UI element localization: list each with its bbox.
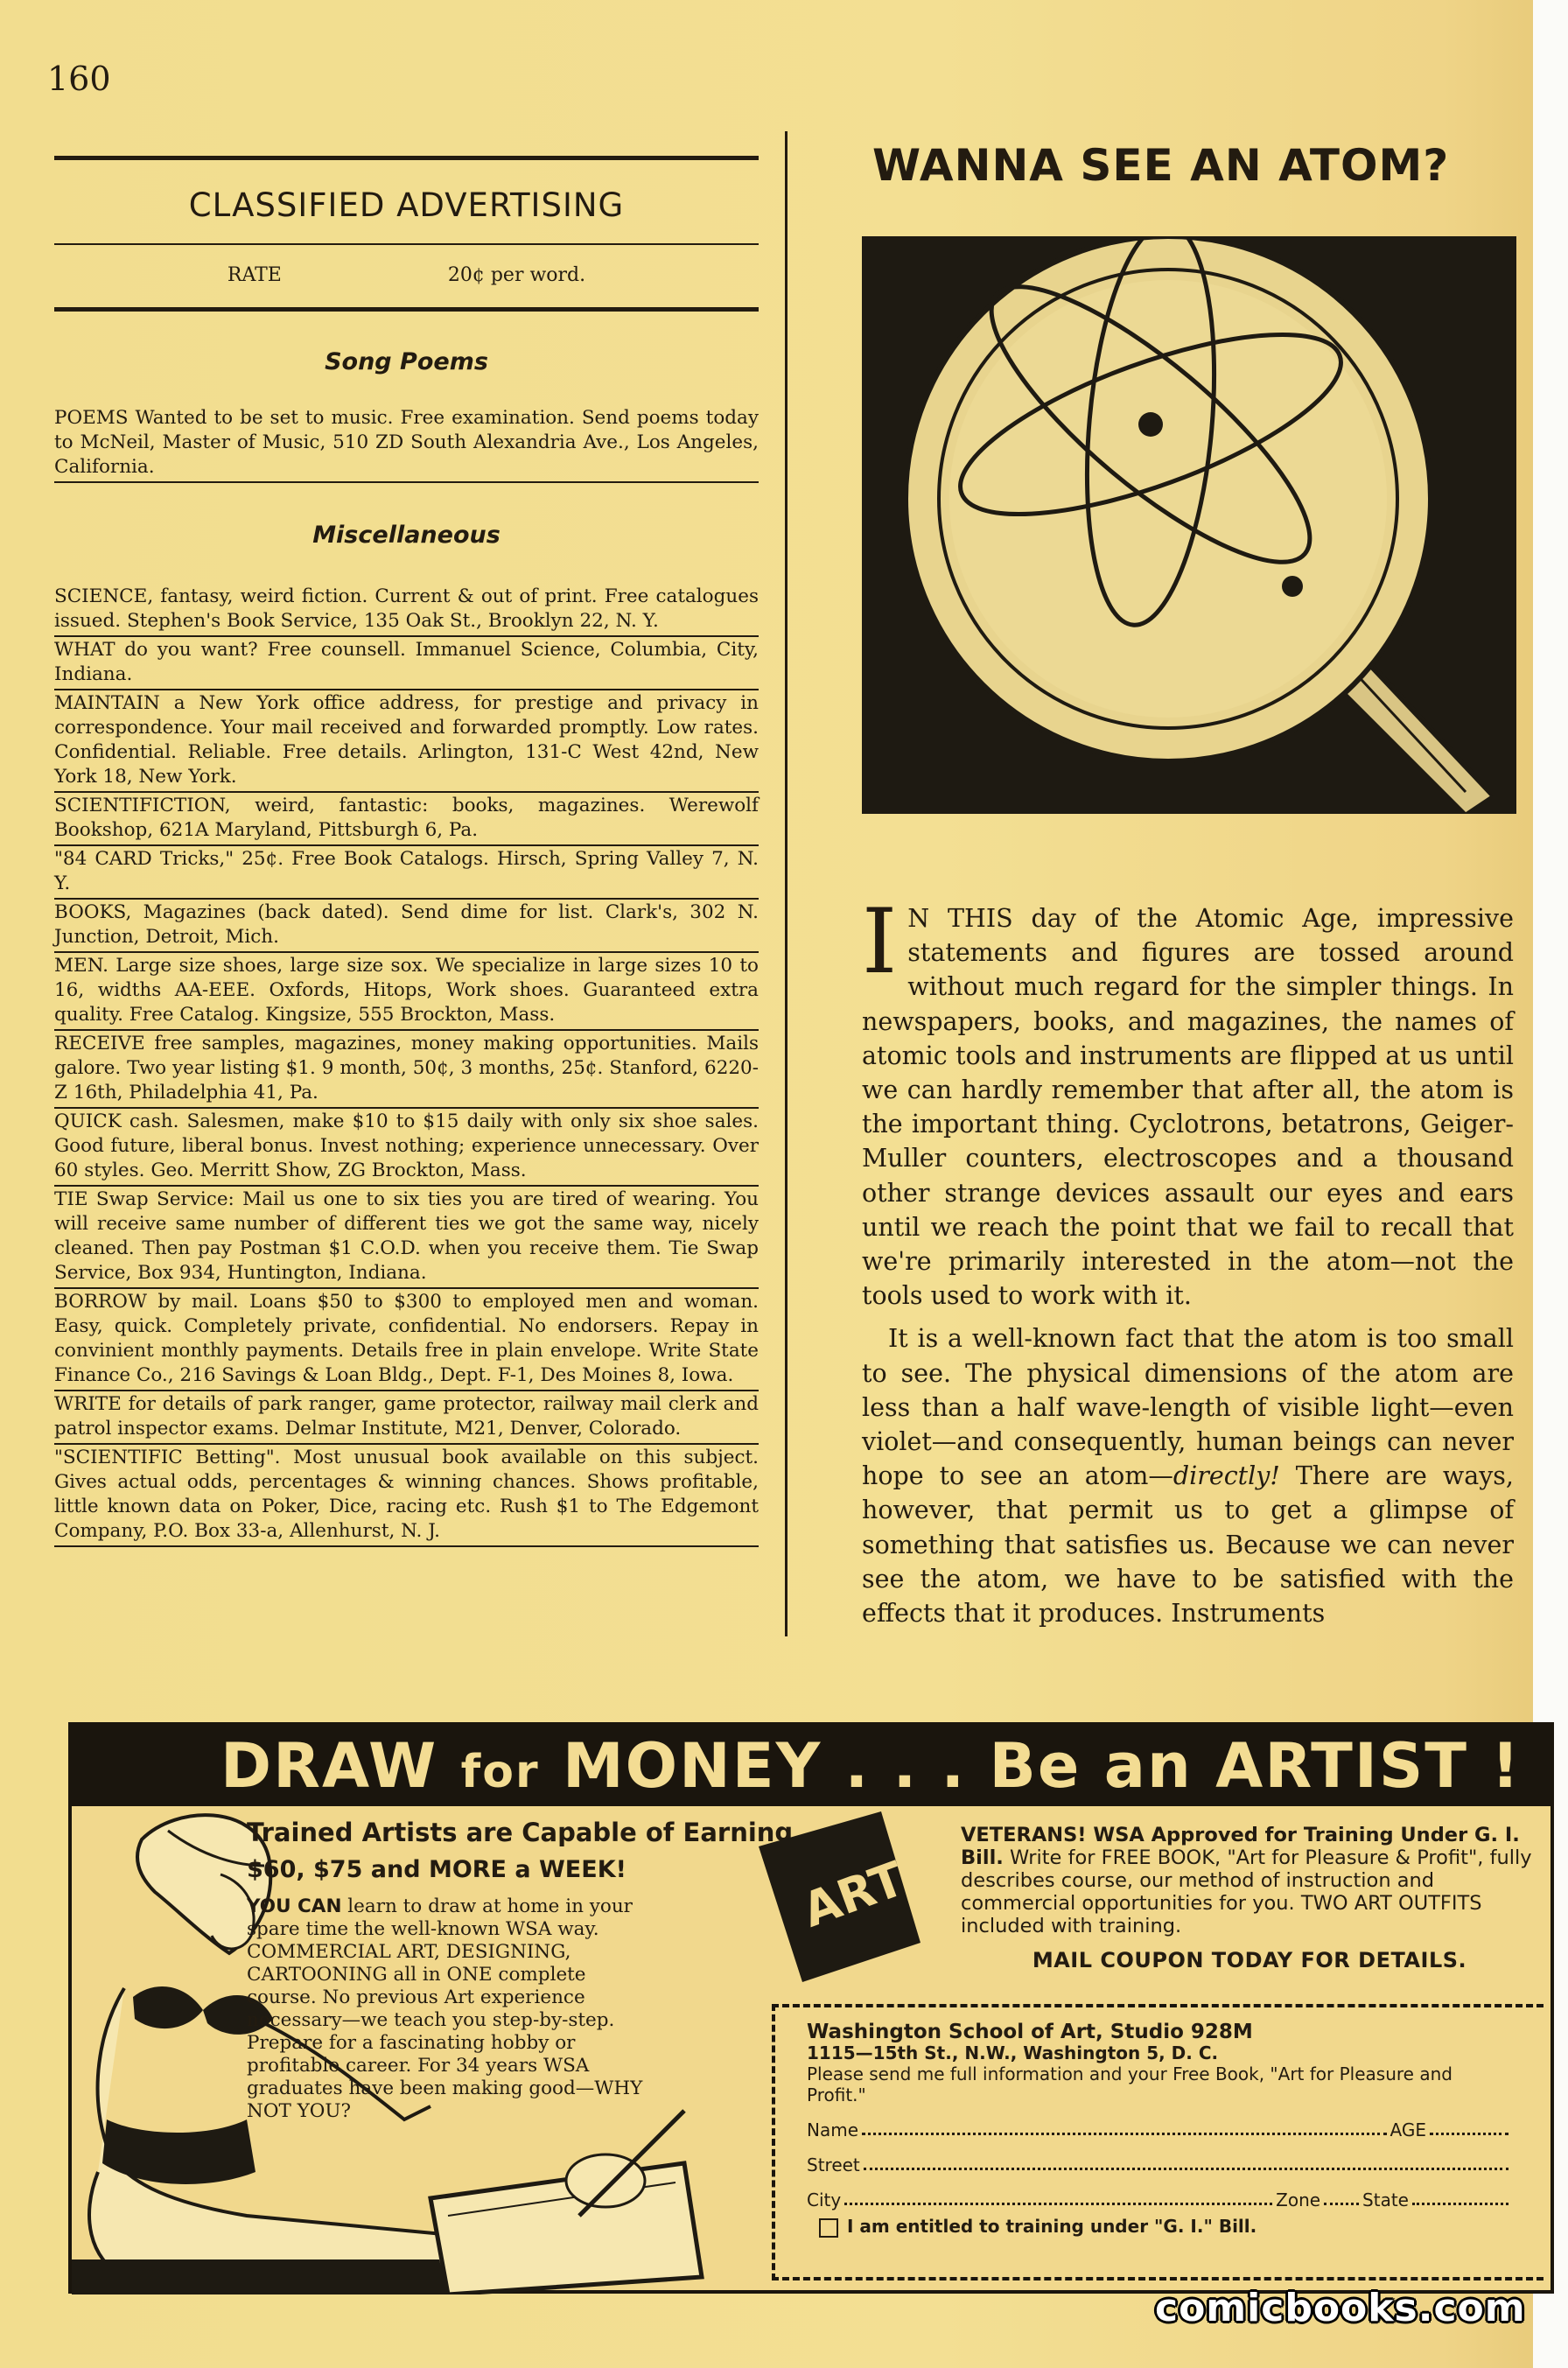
rate-value: 20¢ per word. — [447, 264, 586, 286]
paragraph-2-emphasis: directly! — [1172, 1461, 1280, 1491]
gi-bill-label: I am entitled to training under "G. I." Bill. — [847, 2216, 1257, 2237]
coupon-request: Please send me full information and your Free Book, "Art for Pleasure and Profit." — [807, 2063, 1452, 2105]
banner-word-rest: MONEY . . . Be an ARTIST ! — [563, 1730, 1522, 1802]
ad-banner — [72, 1726, 1550, 1806]
classified-ad: WRITE for details of park ranger, game protector, railway mail clerk and patrol inspector exams. Delmar Institute, M21, Denver, Colorado. — [54, 1391, 759, 1445]
state-field[interactable] — [1412, 2189, 1508, 2205]
coupon-street-row — [807, 2154, 1512, 2175]
veterans-block — [961, 1824, 1538, 1972]
classified-ad: MEN. Large size shoes, large size sox. We specialize in large sizes 10 to 16, widths AA-EEE. Oxfords, Hitops, Work shoes. Guaranteed extra quality. Free Catalog. Kingsize, 555 Brockton, Mass. — [54, 953, 759, 1031]
name-field[interactable] — [862, 2119, 1387, 2135]
classified-section — [54, 156, 759, 1547]
street-field[interactable] — [864, 2154, 1508, 2170]
veterans-rest: Write for FREE BOOK, "Art for Pleasure & Profit", fully describes course, our method of instruction and commercial opportunities for you. TWO ART OUTFITS included with training. — [961, 1846, 1532, 1937]
paragraph-2-text-b: There are ways, however, that permit us to get a glimpse of something that satisfies us. Because we can never see the atom, we have to be satisfied with the effects that it produces. Instruments — [862, 1461, 1514, 1629]
street-label: Street — [807, 2154, 860, 2175]
art-card-illustration — [750, 1811, 925, 1990]
zone-field[interactable] — [1324, 2189, 1359, 2205]
classified-ad: "84 CARD Tricks," 25¢. Free Book Catalogs. Hirsch, Spring Valley 7, N. Y. — [54, 846, 759, 900]
state-label: State — [1362, 2189, 1409, 2210]
atom-magnifier-svg — [862, 236, 1516, 814]
mail-coupon — [772, 2004, 1544, 2280]
article-body — [862, 890, 1514, 1630]
classified-ad: RECEIVE free samples, magazines, money making opportunities. Mails galore. Two year listing $1. 9 month, 50¢, 3 months, 25¢. Stanford, 6220-Z 16th, Philadelphia 41, Pa. — [54, 1031, 759, 1109]
age-field[interactable] — [1430, 2119, 1508, 2135]
site-watermark: comicbooks.com — [1155, 2286, 1526, 2330]
column-divider — [785, 131, 788, 1636]
classified-ad: SCIENTIFICTION, weird, fantastic: books, magazines. Werewolf Bookshop, 621A Maryland, Pittsburgh 6, Pa. — [54, 793, 759, 846]
ad-copy-block — [247, 1818, 807, 2123]
classified-ad: BOOKS, Magazines (back dated). Send dime for list. Clark's, 302 N. Junction, Detroit, Mich. — [54, 900, 759, 953]
ad-list-song-poems — [54, 405, 759, 483]
copy-lead: YOU CAN — [247, 1895, 342, 1917]
earning-line: Trained Artists are Capable of Earning — [247, 1818, 794, 1847]
coupon-content — [775, 2007, 1544, 2252]
art-card-label: ART — [795, 1851, 912, 1938]
earning-amount: $60, $75 and MORE a WEEK! — [247, 1856, 626, 1883]
art-school-advertisement — [68, 1722, 1554, 2294]
atom-magnifier-illustration — [862, 236, 1516, 814]
coupon-school: Washington School of Art, Studio 928M — [807, 2021, 1253, 2043]
rate-label: RATE — [227, 264, 282, 286]
city-field[interactable] — [844, 2189, 1272, 2205]
banner-word-draw: DRAW — [220, 1730, 438, 1802]
classified-ad: MAINTAIN a New York office address, for prestige and privacy in correspondence. Your mail received and forwarded promptly. Low rates. Confidential. Reliable. Free details. Arlington, 131-C West 42nd, New York 18, New York. — [54, 690, 759, 793]
zone-label: Zone — [1276, 2189, 1321, 2210]
coupon-city-row — [807, 2189, 1512, 2210]
mail-coupon-line: MAIL COUPON TODAY FOR DETAILS. — [1032, 1948, 1467, 1972]
ad-body-copy — [247, 1895, 649, 2123]
veterans-lead: VETERANS! WSA Approved for Training Under G. I. Bill. — [961, 1824, 1520, 1869]
page-number: 160 — [47, 60, 111, 98]
classified-ad: BORROW by mail. Loans $50 to $300 to employed men and woman. Easy, quick. Completely private, confidential. No endorsers. Repay in convinient monthly payments. Details free in plain envelope. Write State Finance Co., 216 Savings & Loan Bldg., Dept. F-1, Des Moines 8, Iowa. — [54, 1289, 759, 1391]
article-paragraph-2 — [862, 1321, 1514, 1630]
paragraph-2-text-a: It is a well-known fact that the atom is too small to see. The physical dimensions of the atom are less than a half wave-length of visible light—even violet—and consequently, human beings can never hope to see an atom— — [862, 1324, 1514, 1491]
rule — [54, 307, 759, 312]
classified-ad: QUICK cash. Salesmen, make $10 to $15 daily with only six shoe sales. Good future, liberal bonus. Invest nothing; experience unnecessary. Over 60 styles. Geo. Merritt Show, ZG Brockton, Mass. — [54, 1109, 759, 1187]
paragraph-1-text: N THIS day of the Atomic Age, impressive statements and figures are tossed around without much regard for the simpler things. In newspapers, books, and magazines, the names of atomic tools and instruments are flipped at us until we can hardly remember that after all, the atom is the important thing. Cyclotrons, betatrons, Geiger-Muller counters, electroscopes and a thousand other strange devices assault our eyes and ears until we reach the point that we fail to recall that we're primarily interested in the atom—not the tools used to work with it. — [862, 904, 1514, 1311]
classified-ad: "SCIENTIFIC Betting". Most unusual book available on this subject. Gives actual odds, percentages & winning chances. Shows profitable, little known data on Poker, Dice, racing etc. Rush $1 to The Edgemont Company, P.O. Box 33-a, Allenhurst, N. J. — [54, 1445, 759, 1547]
classified-ad: TIE Swap Service: Mail us one to six ties you are tired of wearing. You will receive same number of different ties we got the same way, nicely cleaned. Then pay Postman $1 C.O.D. when you receive them. Tie Swap Service, Box 934, Huntington, Indiana. — [54, 1187, 759, 1289]
copy-rest: learn to draw at home in your spare time the well-known WSA way. COMMERCIAL ART, DESIGNING, CARTOONING all in ONE complete course. No previous Art experience necessary—we teach you step-by-step. Prepare for a fascinating hobby or profitable career. For 34 years WSA graduates have been making good—WHY NOT YOU? — [247, 1895, 643, 2122]
classified-title: CLASSIFIED ADVERTISING — [188, 186, 625, 224]
section-heading-miscellaneous: Miscellaneous — [312, 522, 500, 549]
article — [862, 140, 1514, 1639]
coupon-name-row — [807, 2119, 1512, 2140]
section-heading-song-poems: Song Poems — [325, 348, 488, 375]
rate-row — [54, 245, 759, 307]
banner-word-for: for — [460, 1746, 540, 1798]
ad-list-miscellaneous — [54, 584, 759, 1547]
drop-cap: I — [862, 890, 898, 994]
age-label: AGE — [1390, 2119, 1426, 2140]
article-title: WANNA SEE AN ATOM? — [872, 140, 1450, 191]
gi-bill-checkbox[interactable] — [819, 2218, 838, 2238]
classified-ad: WHAT do you want? Free counsell. Immanuel Science, Columbia, City, Indiana. — [54, 637, 759, 690]
name-label: Name — [807, 2119, 859, 2140]
city-label: City — [807, 2189, 842, 2210]
art-card-svg — [750, 1811, 925, 1986]
classified-ad: SCIENCE, fantasy, weird fiction. Current & out of print. Free catalogues issued. Stephen's Book Service, 135 Oak St., Brooklyn 22, N. Y. — [54, 584, 759, 637]
veterans-text — [961, 1824, 1538, 1937]
article-paragraph-1 — [862, 890, 1514, 1313]
gi-bill-row — [807, 2216, 1512, 2238]
coupon-address: 1115—15th St., N.W., Washington 5, D. C. — [807, 2042, 1219, 2063]
classified-ad: POEMS Wanted to be set to music. Free examination. Send poems today to McNeil, Master of Music, 510 ZD South Alexandria Ave., Los Angeles, California. — [54, 405, 759, 483]
banner-headline — [220, 1726, 1521, 1812]
